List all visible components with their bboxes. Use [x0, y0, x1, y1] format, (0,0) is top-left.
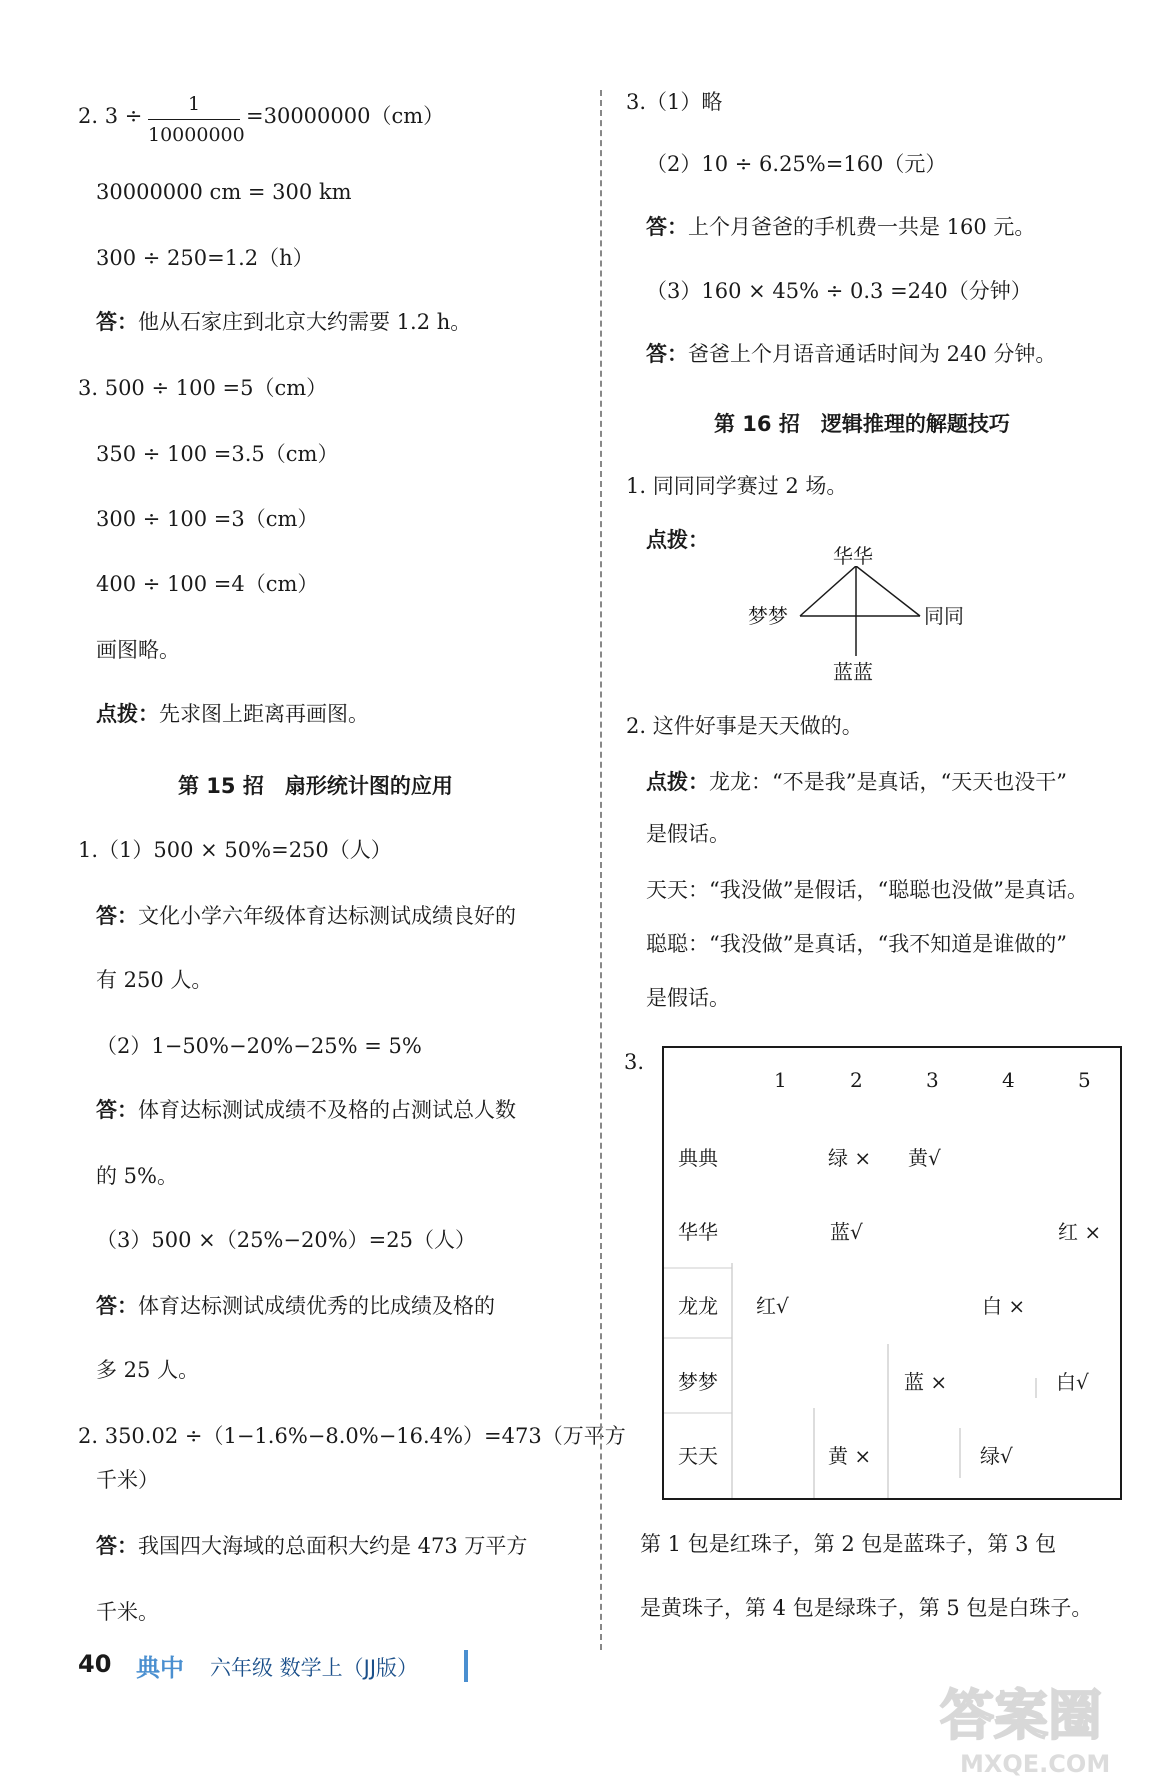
s16-q2-hint-cont: 是假话。: [646, 822, 730, 846]
s15-q2-answer: [96, 1532, 527, 1560]
diagram-right-node: 同同: [924, 604, 964, 628]
hint-label: 点拨：: [646, 770, 709, 794]
s15-q1-2: （2）1−50%−20%−25% = 5%: [96, 1034, 422, 1058]
s15-q2-cont: 千米）: [96, 1468, 159, 1492]
fraction-bar: [148, 119, 240, 120]
s16-q1: 1. 同同同学赛过 2 场。: [626, 474, 848, 498]
s15-q2: 2. 350.02 ÷（1−1.6%−8.0%−16.4%）=473（万平方: [78, 1424, 626, 1448]
row-header-mengmeng: 梦梦: [678, 1370, 718, 1394]
answer-text: 体育达标测试成绩优秀的比成绩及格的: [138, 1294, 495, 1318]
diagram-top-node: 华华: [833, 544, 873, 568]
hint-text: 先求图上距离再画图。: [159, 702, 369, 726]
row-header-longlong: 龙龙: [678, 1294, 718, 1318]
s15-q1-2-answer: [96, 1096, 516, 1124]
watermark-text: 答案圈: [940, 1684, 1102, 1747]
publisher-logo-icon: [136, 1648, 200, 1684]
table-faint-lines: [664, 1048, 1120, 1498]
r-q3-2-answer: [646, 213, 1035, 241]
q3-line3: 300 ÷ 100 =3（cm）: [96, 507, 319, 531]
logic-table: [662, 1046, 1122, 1500]
section-15-title: 第 15 招 扇形统计图的应用: [178, 774, 453, 798]
s16-q2-hint: [646, 768, 1067, 796]
q3-line1: 3. 500 ÷ 100 =5（cm）: [78, 376, 328, 400]
page-number: 40: [78, 1650, 112, 1678]
s15-q1-1-answer: [96, 902, 516, 930]
watermark-logo: [930, 1672, 1150, 1782]
cell-tiantian-4: 绿√: [980, 1444, 1013, 1468]
col-header-4: 4: [1002, 1068, 1015, 1092]
s15-q1-1: 1.（1）500 × 50%=250（人）: [78, 838, 392, 862]
cell-mengmeng-5: 白√: [1056, 1370, 1089, 1394]
answer-text: 他从石家庄到北京大约需要 1.2 h。: [138, 310, 472, 334]
q3-line4: 400 ÷ 100 =4（cm）: [96, 572, 319, 596]
r-q3-3-answer: [646, 340, 1056, 368]
col-header-1: 1: [774, 1068, 787, 1092]
cell-mengmeng-3: 蓝 ×: [904, 1370, 948, 1394]
diagram-left-branch: [800, 566, 856, 616]
s16-q2-line5: 是假话。: [646, 986, 730, 1010]
s16-q3-number: 3.: [624, 1050, 645, 1074]
s15-q1-3-answer-cont: 多 25 人。: [96, 1358, 200, 1382]
diagram-right-branch: [856, 566, 920, 616]
s16-q3-answer-line1: 第 1 包是红珠子，第 2 包是蓝珠子，第 3 包: [640, 1532, 1057, 1556]
diagram-left-node: 梦梦: [748, 604, 788, 628]
q2-line3: 300 ÷ 250=1.2（h）: [96, 246, 314, 270]
col-header-5: 5: [1078, 1068, 1091, 1092]
s16-q2: 2. 这件好事是天天做的。: [626, 714, 863, 738]
q3-hint: [96, 700, 369, 728]
cell-longlong-1: 红√: [756, 1294, 789, 1318]
relation-diagram: [790, 566, 940, 656]
q2-line2: 30000000 cm = 300 km: [96, 180, 352, 204]
cell-longlong-4: 白 ×: [982, 1294, 1026, 1318]
watermark-url: MXQE.COM: [960, 1750, 1111, 1778]
s15-q1-3: （3）500 ×（25%−20%）=25（人）: [96, 1228, 476, 1252]
section-16-title: 第 16 招 逻辑推理的解题技巧: [714, 412, 1010, 436]
q2-line1-prefix: 2. 3 ÷: [78, 104, 143, 128]
q2-answer: [96, 308, 471, 336]
s15-q1-3-answer: [96, 1292, 495, 1320]
r-q3-2: （2）10 ÷ 6.25%=160（元）: [646, 152, 947, 176]
answer-text: 爸爸上个月语音通话时间为 240 分钟。: [688, 342, 1057, 366]
answer-label: 答：: [96, 1294, 138, 1318]
s16-q2-line3: 天天：“我没做”是假话，“聪聪也没做”是真话。: [646, 878, 1088, 902]
fraction-denominator: 10000000: [148, 124, 245, 146]
answer-text: 体育达标测试成绩不及格的占测试总人数: [138, 1098, 516, 1122]
s15-q1-2-answer-cont: 的 5%。: [96, 1164, 178, 1188]
row-header-huahua: 华华: [678, 1220, 718, 1244]
r-q3-3: （3）160 × 45% ÷ 0.3 =240（分钟）: [646, 279, 1032, 303]
cell-huahua-5: 红 ×: [1058, 1220, 1102, 1244]
answer-label: 答：: [96, 310, 138, 334]
fraction-numerator: 1: [187, 93, 201, 115]
footer-accent-bar: [464, 1650, 468, 1682]
answer-label: 答：: [646, 342, 688, 366]
q3-line2: 350 ÷ 100 =3.5（cm）: [96, 442, 339, 466]
answer-label: 答：: [646, 215, 688, 239]
col-header-3: 3: [926, 1068, 939, 1092]
s15-q2-answer-cont: 千米。: [96, 1600, 159, 1624]
cell-huahua-2: 蓝√: [830, 1220, 863, 1244]
hint-label: 点拨：: [96, 702, 159, 726]
book-title: 六年级 数学上（JJ版）: [210, 1656, 419, 1680]
s16-q1-hint-label: 点拨：: [646, 528, 709, 552]
row-header-tiantian: 天天: [678, 1444, 718, 1468]
cell-diandian-3: 黄√: [908, 1146, 941, 1170]
column-divider: [600, 90, 602, 1650]
s15-q1-1-answer-cont: 有 250 人。: [96, 968, 213, 992]
answer-label: 答：: [96, 904, 138, 928]
answer-label: 答：: [96, 1534, 138, 1558]
answer-text: 文化小学六年级体育达标测试成绩良好的: [138, 904, 516, 928]
answer-label: 答：: [96, 1098, 138, 1122]
answer-text: 我国四大海域的总面积大约是 473 万平方: [138, 1534, 528, 1558]
col-header-2: 2: [850, 1068, 863, 1092]
s16-q3-answer-line2: 是黄珠子，第 4 包是绿珠子，第 5 包是白珠子。: [640, 1596, 1093, 1620]
logo-text: 典中: [136, 1654, 184, 1682]
fraction: [148, 92, 245, 147]
answer-text: 上个月爸爸的手机费一共是 160 元。: [688, 215, 1036, 239]
q3-line5: 画图略。: [96, 638, 180, 662]
hint-text: 龙龙：“不是我”是真话，“天天也没干”: [709, 770, 1067, 794]
r-q3-1: 3.（1）略: [626, 90, 723, 114]
q2-line1-suffix: =30000000（cm）: [246, 104, 445, 128]
cell-tiantian-2: 黄 ×: [828, 1444, 872, 1468]
diagram-bottom-node: 蓝蓝: [833, 660, 873, 684]
row-header-diandian: 典典: [678, 1146, 718, 1170]
cell-diandian-2: 绿 ×: [828, 1146, 872, 1170]
s16-q2-line4: 聪聪：“我没做”是真话，“我不知道是谁做的”: [646, 932, 1067, 956]
